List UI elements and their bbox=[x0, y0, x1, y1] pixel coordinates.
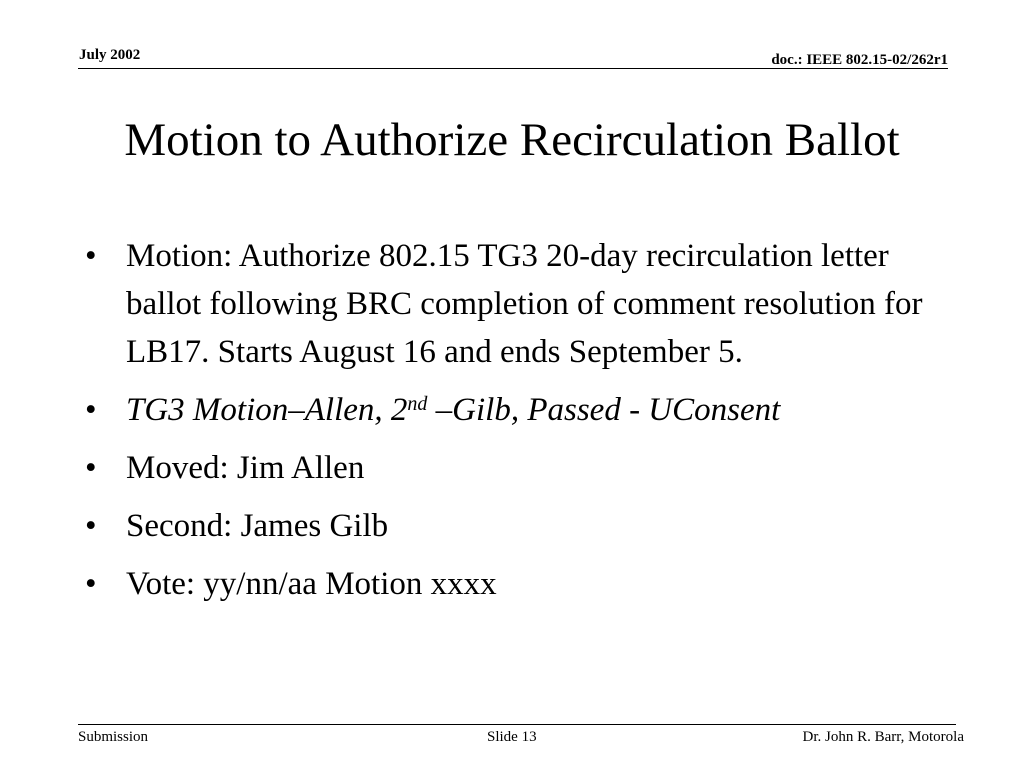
bullet-item bbox=[85, 232, 925, 376]
slide-title: Motion to Authorize Recirculation Ballot bbox=[124, 114, 900, 166]
bullet-item bbox=[85, 386, 925, 434]
bullet-list bbox=[85, 232, 925, 618]
bullet-dot: • bbox=[85, 508, 97, 544]
motion-text-pre: TG3 Motion–Allen, 2 bbox=[126, 392, 408, 428]
footer-author: Dr. John R. Barr, Motorola bbox=[802, 729, 964, 745]
bullet-text: Vote: yy/nn/aa Motion xxxx bbox=[126, 566, 497, 602]
ordinal-superscript: nd bbox=[407, 393, 428, 415]
bullet-dot: • bbox=[85, 392, 97, 428]
footer-rule bbox=[78, 724, 956, 725]
bullet-item bbox=[85, 444, 925, 492]
footer-submission: Submission bbox=[78, 729, 149, 745]
bullet-text: Moved: Jim Allen bbox=[126, 450, 365, 486]
bullet-item bbox=[85, 560, 925, 608]
bullet-item bbox=[85, 502, 925, 550]
header-date: July 2002 bbox=[79, 47, 141, 63]
motion-text-post: –Gilb, Passed - UConsent bbox=[427, 392, 781, 428]
footer-slide-number: Slide 13 bbox=[487, 729, 537, 745]
bullet-dot: • bbox=[85, 238, 97, 274]
bullet-dot: • bbox=[85, 450, 97, 486]
header-doc-id: doc.: IEEE 802.15-02/262r1 bbox=[771, 52, 948, 68]
bullet-text: Second: James Gilb bbox=[126, 508, 389, 544]
bullet-text: Motion: Authorize 802.15 TG3 20-day recirculation letter ballot following BRC completion of comment resolution for LB17. Starts August 16 and ends September 5. bbox=[126, 238, 923, 370]
bullet-dot: • bbox=[85, 566, 97, 602]
header-rule bbox=[78, 68, 948, 69]
bullet-text bbox=[126, 392, 780, 428]
